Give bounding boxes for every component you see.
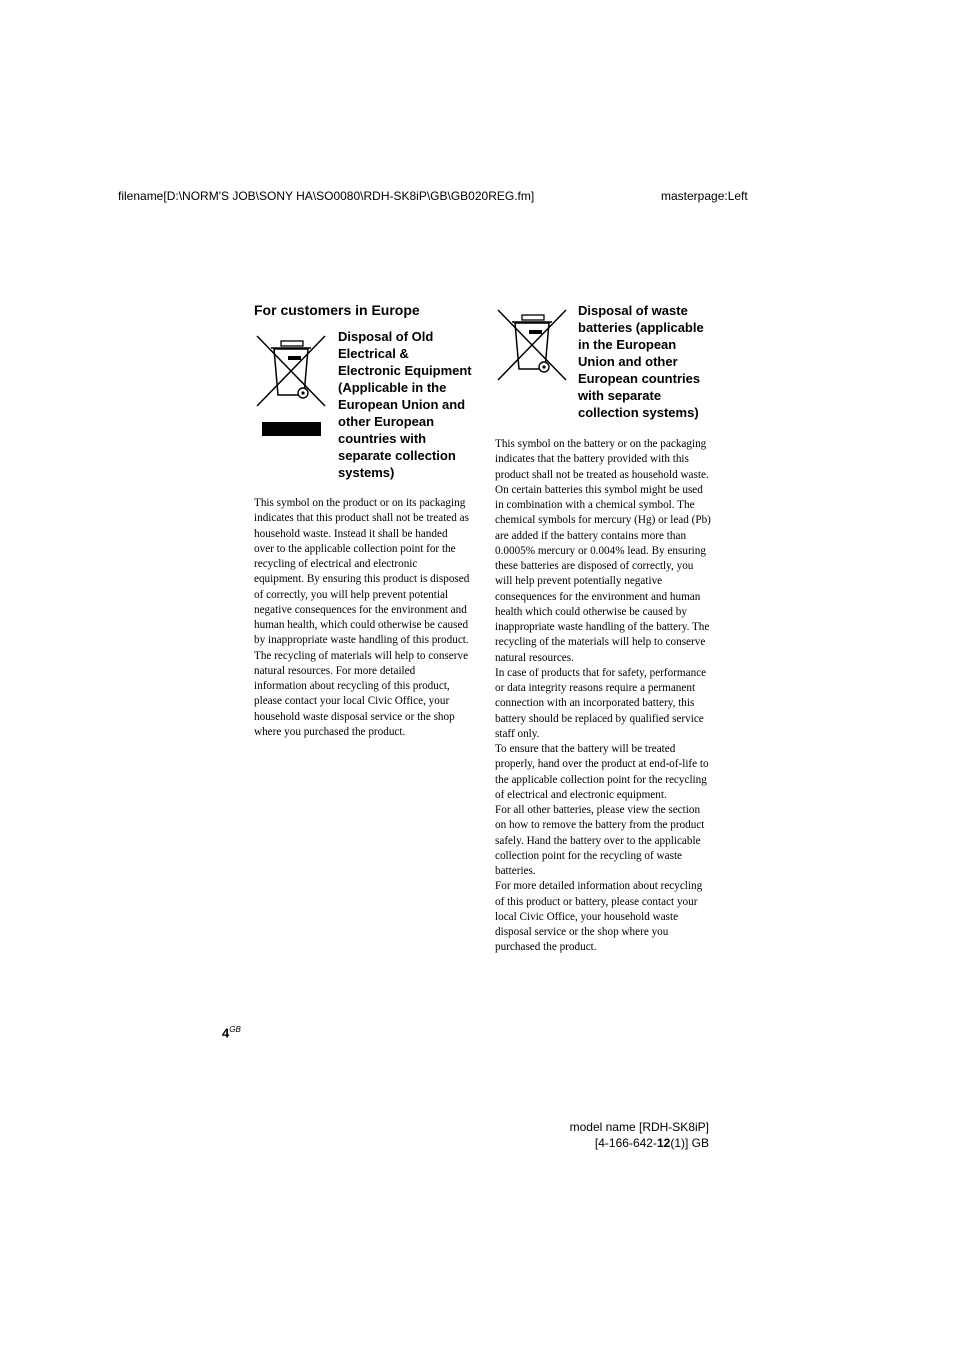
crossed-out-wheelie-bin-icon [255, 333, 327, 441]
masterpage-header: masterpage:Left [661, 189, 748, 203]
page-number-value: 4 [222, 1025, 230, 1041]
page-number-suffix: GB [229, 1025, 241, 1034]
model-code-prefix: [4-166-642- [594, 1136, 657, 1150]
section-title: For customers in Europe [254, 302, 420, 318]
model-code-suffix: (1)] GB [670, 1136, 709, 1150]
model-name: model name [RDH-SK8iP] [569, 1120, 709, 1134]
right-paragraph-2: On certain batteries this symbol might be used in combination with a chemical symbol. The chemical symbols for mercury (Hg) or lead (Pb) are added if the battery contains more than 0.0005% mercury or 0.004% lead. By ensuring these batteries are disposed of correctly, you will help prevent potentially negative consequences for the environment and human health which could otherwise be caused by inappropriate waste handling of the battery. The recycling of the materials will help to conserve natural resources. [495, 483, 711, 664]
right-heading: Disposal of waste batteries (applicable in the European Union and other European countries with separate collection systems) [578, 303, 704, 420]
page-number [222, 1025, 241, 1040]
right-body [495, 437, 712, 956]
right-paragraph-6: For more detailed information about recycling of this product or battery, please contact your local Civic Office, your household waste disposal service or the shop where you purchased the product. [495, 880, 703, 954]
model-code-bold: 12 [656, 1136, 671, 1150]
right-paragraph-3: In case of products that for safety, performance or data integrity reasons require a permanent connection with an incorporated battery, this battery should be replaced by qualified service staff only. [495, 666, 707, 740]
crossed-out-wheelie-bin-icon [496, 307, 568, 383]
filename-header: filename[D:\NORM'S JOB\SONY HA\SO0080\RDH-SK8iP\GB\GB020REG.fm] [118, 189, 535, 203]
model-code [570, 1135, 709, 1151]
left-body-paragraph: This symbol on the product or on its packaging indicates that this product shall not be treated as household waste. Instead it shall be handed over to the applicable collection point for the recycling of electrical and electronic equipment. By ensuring this product is disposed of correctly, you will help prevent potential negative consequences for the environment and human health, which could otherwise be caused by inappropriate waste handling of this product. The recycling of materials will help to conserve natural resources. For more detailed information about recycling of this product, please contact your local Civic Office, your household waste disposal service or the shop where you purchased the product. [254, 497, 470, 738]
left-heading: Disposal of Old Electrical & Electronic Equipment (Applicable in the European Union and other European countries with separate collection systems) [338, 329, 472, 480]
left-body [254, 496, 470, 740]
right-paragraph-1: This symbol on the battery or on the packaging indicates that the battery provided with this product shall not be treated as household waste. [495, 438, 709, 481]
right-paragraph-5: For all other batteries, please view the section on how to remove the battery from the product safely. Hand the battery over to the applicable collection point for the recycling of waste batteries. [495, 804, 705, 877]
right-paragraph-4: To ensure that the battery will be treated properly, hand over the product at end-of-life to the applicable collection point for the recycling of electrical and electronic equipment. [495, 743, 709, 801]
model-footer [570, 1119, 709, 1151]
